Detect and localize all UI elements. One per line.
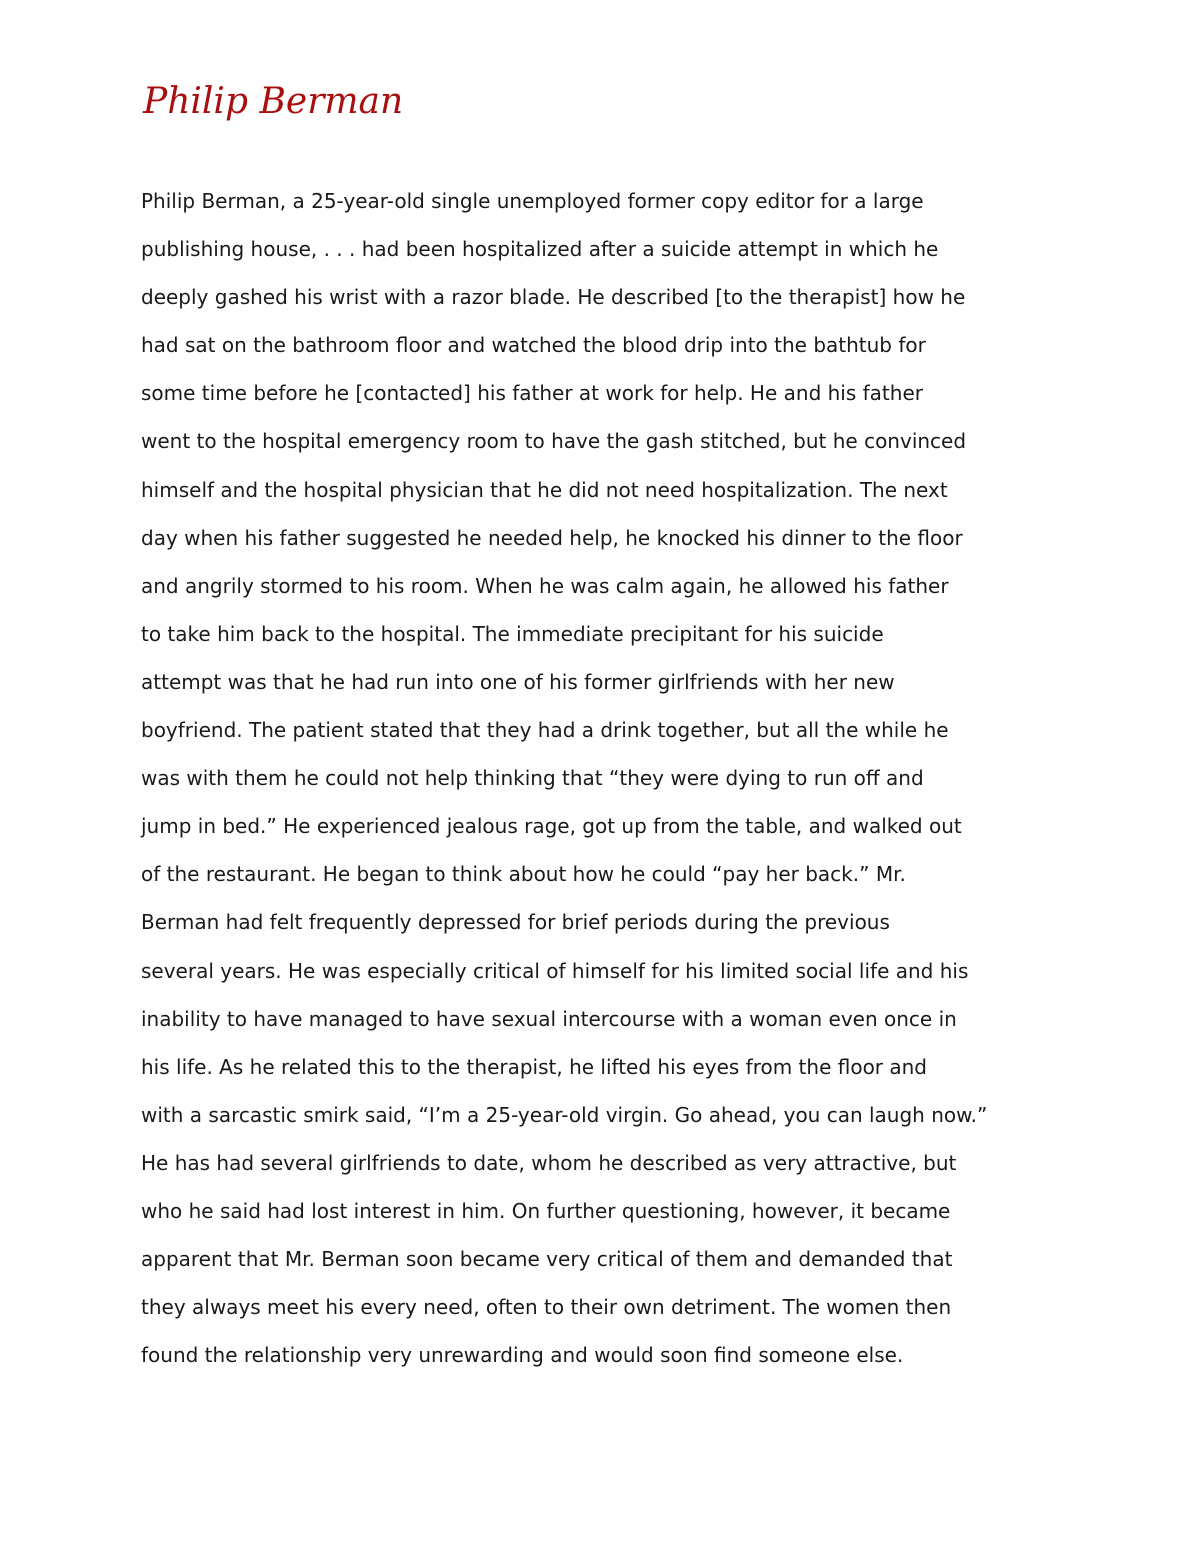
body-line: apparent that Mr. Berman soon became very critical of them and demanded that: [141, 1247, 953, 1272]
body-line: boyfriend. The patient stated that they had a drink together, but all the while he: [141, 718, 949, 743]
body-line: deeply gashed his wrist with a razor blade. He described [to the therapist] how he: [141, 285, 966, 310]
document-body: [141, 177, 1076, 1379]
body-line: several years. He was especially critical of himself for his limited social life and his: [141, 958, 969, 983]
body-line: was with them he could not help thinking that “they were dying to run off and: [141, 766, 924, 791]
body-line: jump in bed.” He experienced jealous rage, got up from the table, and walked out: [141, 814, 962, 839]
body-line: He has had several girlfriends to date, whom he described as very attractive, but: [141, 1150, 957, 1175]
body-line: himself and the hospital physician that he did not need hospitalization. The next: [141, 477, 948, 502]
body-line: some time before he [contacted] his father at work for help. He and his father: [141, 381, 923, 406]
body-line: of the restaurant. He began to think about how he could “pay her back.” Mr.: [141, 862, 906, 887]
body-line: attempt was that he had run into one of his former girlfriends with her new: [141, 669, 895, 694]
body-line: with a sarcastic smirk said, “I’m a 25-year-old virgin. Go ahead, you can laugh now.”: [141, 1102, 988, 1127]
body-line: Berman had felt frequently depressed for brief periods during the previous: [141, 910, 890, 935]
body-line: publishing house, . . . had been hospitalized after a suicide attempt in which he: [141, 237, 939, 262]
body-line: had sat on the bathroom floor and watched the blood drip into the bathtub for: [141, 333, 926, 358]
body-line: found the relationship very unrewarding and would soon find someone else.: [141, 1343, 904, 1368]
body-line: inability to have managed to have sexual intercourse with a woman even once in: [141, 1006, 957, 1031]
body-line: they always meet his every need, often to their own detriment. The women then: [141, 1295, 952, 1320]
body-line: who he said had lost interest in him. On further questioning, however, it became: [141, 1198, 951, 1223]
body-line: went to the hospital emergency room to have the gash stitched, but he convinced: [141, 429, 967, 454]
body-line: and angrily stormed to his room. When he was calm again, he allowed his father: [141, 573, 949, 598]
body-line: to take him back to the hospital. The immediate precipitant for his suicide: [141, 621, 884, 646]
body-line: day when his father suggested he needed help, he knocked his dinner to the floor: [141, 525, 963, 550]
document-title: Philip Berman: [143, 81, 404, 122]
body-line: Philip Berman, a 25-year-old single unemployed former copy editor for a large: [141, 189, 924, 213]
body-line: his life. As he related this to the therapist, he lifted his eyes from the floor and: [141, 1054, 928, 1079]
